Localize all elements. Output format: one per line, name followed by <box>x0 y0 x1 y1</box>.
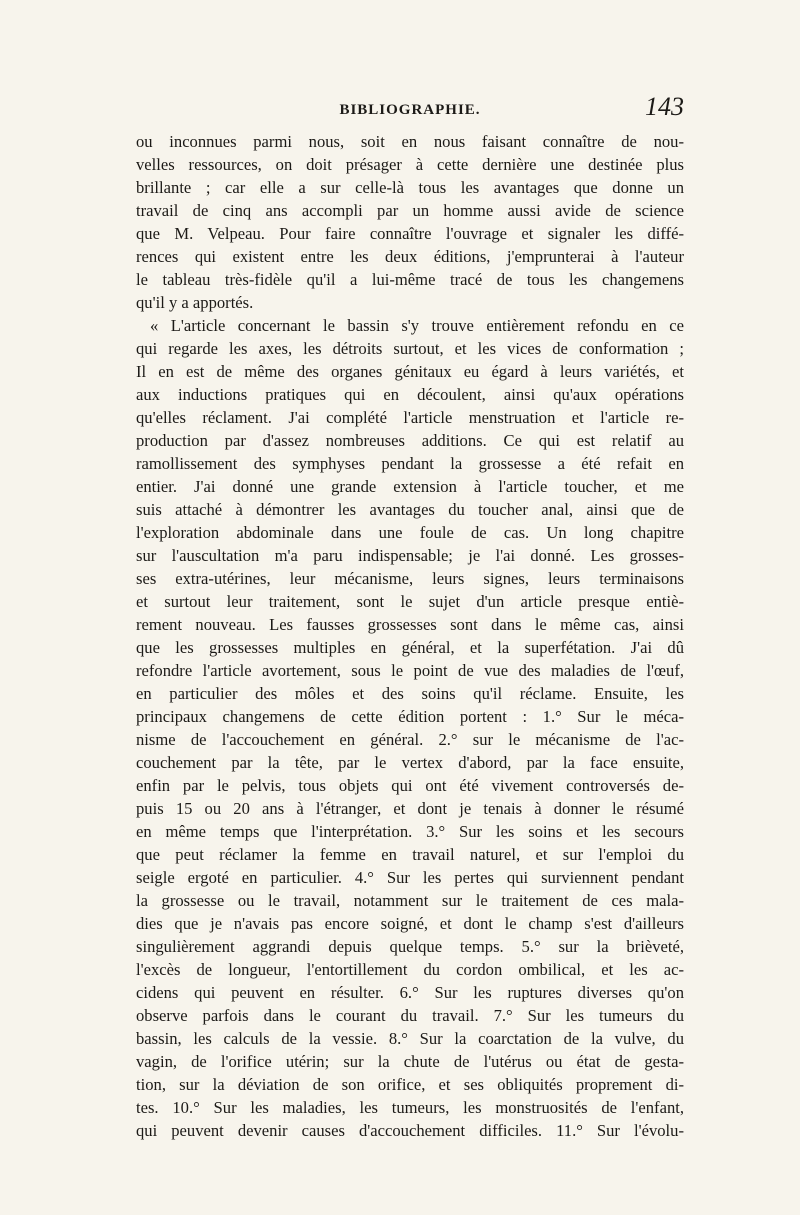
body-text <box>136 130 684 1142</box>
text-line: qui regarde les axes, les détroits surtout, et les vices de conformation ; <box>136 339 684 358</box>
text-line: rement nouveau. Les fausses grossesses sont dans le même cas, ainsi <box>136 615 684 634</box>
page-header <box>136 94 684 124</box>
text-line: le tableau très-fidèle qu'il a lui-même tracé de tous les changemens <box>136 270 684 289</box>
text-line: que peut réclamer la femme en travail naturel, et sur l'emploi du <box>136 845 684 864</box>
text-line: enfin par le pelvis, tous objets qui ont été vivement controversés de- <box>136 776 684 795</box>
text-line: qui peuvent devenir causes d'accouchement difficiles. 11.° Sur l'évolu- <box>136 1121 684 1140</box>
text-line: suis attaché à démontrer les avantages du toucher anal, ainsi que de <box>136 500 684 519</box>
text-line: seigle ergoté en particulier. 4.° Sur les pertes qui surviennent pendant <box>136 868 684 887</box>
text-line: qu'elles réclament. J'ai complété l'article menstruation et l'article re- <box>136 408 684 427</box>
text-line: tion, sur la déviation de son orifice, et ses obliquités proprement di- <box>136 1075 684 1094</box>
text-line: sur l'auscultation m'a paru indispensable; je l'ai donné. Les grosses- <box>136 546 684 565</box>
text-line: cidens qui peuvent en résulter. 6.° Sur les ruptures diverses qu'on <box>136 983 684 1002</box>
text-line: Il en est de même des organes génitaux eu égard à leurs variétés, et <box>136 362 684 381</box>
text-line: velles ressources, on doit présager à cette dernière une destinée plus <box>136 155 684 174</box>
text-line: vagin, de l'orifice utérin; sur la chute de l'utérus ou état de gesta- <box>136 1052 684 1071</box>
text-line: qu'il y a apportés. <box>136 293 254 312</box>
text-line: en même temps que l'interprétation. 3.° Sur les soins et les secours <box>136 822 684 841</box>
text-line: ou inconnues parmi nous, soit en nous faisant connaître de nou- <box>136 132 684 151</box>
text-line: travail de cinq ans accompli par un homme aussi avide de science <box>136 201 684 220</box>
text-line: observe parfois dans le courant du travail. 7.° Sur les tumeurs du <box>136 1006 684 1025</box>
text-line: rences qui existent entre les deux éditions, j'emprunterai à l'auteur <box>136 247 684 266</box>
text-line: puis 15 ou 20 ans à l'étranger, et dont je tenais à donner le résumé <box>136 799 684 818</box>
text-line: aux inductions pratiques qui en découlent, ainsi qu'aux opérations <box>136 385 684 404</box>
text-line: couchement par la tête, par le vertex d'abord, par la face ensuite, <box>136 753 684 772</box>
text-line: que M. Velpeau. Pour faire connaître l'ouvrage et signaler les diffé- <box>136 224 684 243</box>
text-line: principaux changemens de cette édition portent : 1.° Sur le méca- <box>136 707 684 726</box>
text-line: refondre l'article avortement, sous le point de vue des maladies de l'œuf, <box>136 661 684 680</box>
text-line: et surtout leur traitement, sont le sujet d'un article presque entiè- <box>136 592 684 611</box>
text-line: que les grossesses multiples en général, et la superfétation. J'ai dû <box>136 638 684 657</box>
text-line: singulièrement aggrandi depuis quelque temps. 5.° sur la brièveté, <box>136 937 684 956</box>
text-line: production par d'assez nombreuses additions. Ce qui est relatif au <box>136 431 684 450</box>
page-number: 143 <box>645 92 684 121</box>
text-line: entier. J'ai donné une grande extension à l'article toucher, et me <box>136 477 684 496</box>
text-line: en particulier des môles et des soins qu'il réclame. Ensuite, les <box>136 684 684 703</box>
running-title: BIBLIOGRAPHIE. <box>339 102 481 118</box>
text-line: ramollissement des symphyses pendant la grossesse a été refait en <box>136 454 684 473</box>
text-line: ses extra-utérines, leur mécanisme, leurs signes, leurs terminaisons <box>136 569 684 588</box>
text-line: tes. 10.° Sur les maladies, les tumeurs, les monstruosités de l'enfant, <box>136 1098 684 1117</box>
text-line: l'excès de longueur, l'entortillement du cordon ombilical, et les ac- <box>136 960 684 979</box>
text-line: nisme de l'accouchement en général. 2.° sur le mécanisme de l'ac- <box>136 730 684 749</box>
text-line: « L'article concernant le bassin s'y trouve entièrement refondu en ce <box>150 316 684 335</box>
text-line: la grossesse ou le travail, notamment sur le traitement de ces mala- <box>136 891 684 910</box>
text-line: brillante ; car elle a sur celle-là tous les avantages que donne un <box>136 178 684 197</box>
text-line: l'exploration abdominale dans une foule de cas. Un long chapitre <box>136 523 684 542</box>
text-line: dies que je n'avais pas encore soigné, et dont le champ s'est d'ailleurs <box>136 914 684 933</box>
text-line: bassin, les calculs de la vessie. 8.° Sur la coarctation de la vulve, du <box>136 1029 684 1048</box>
